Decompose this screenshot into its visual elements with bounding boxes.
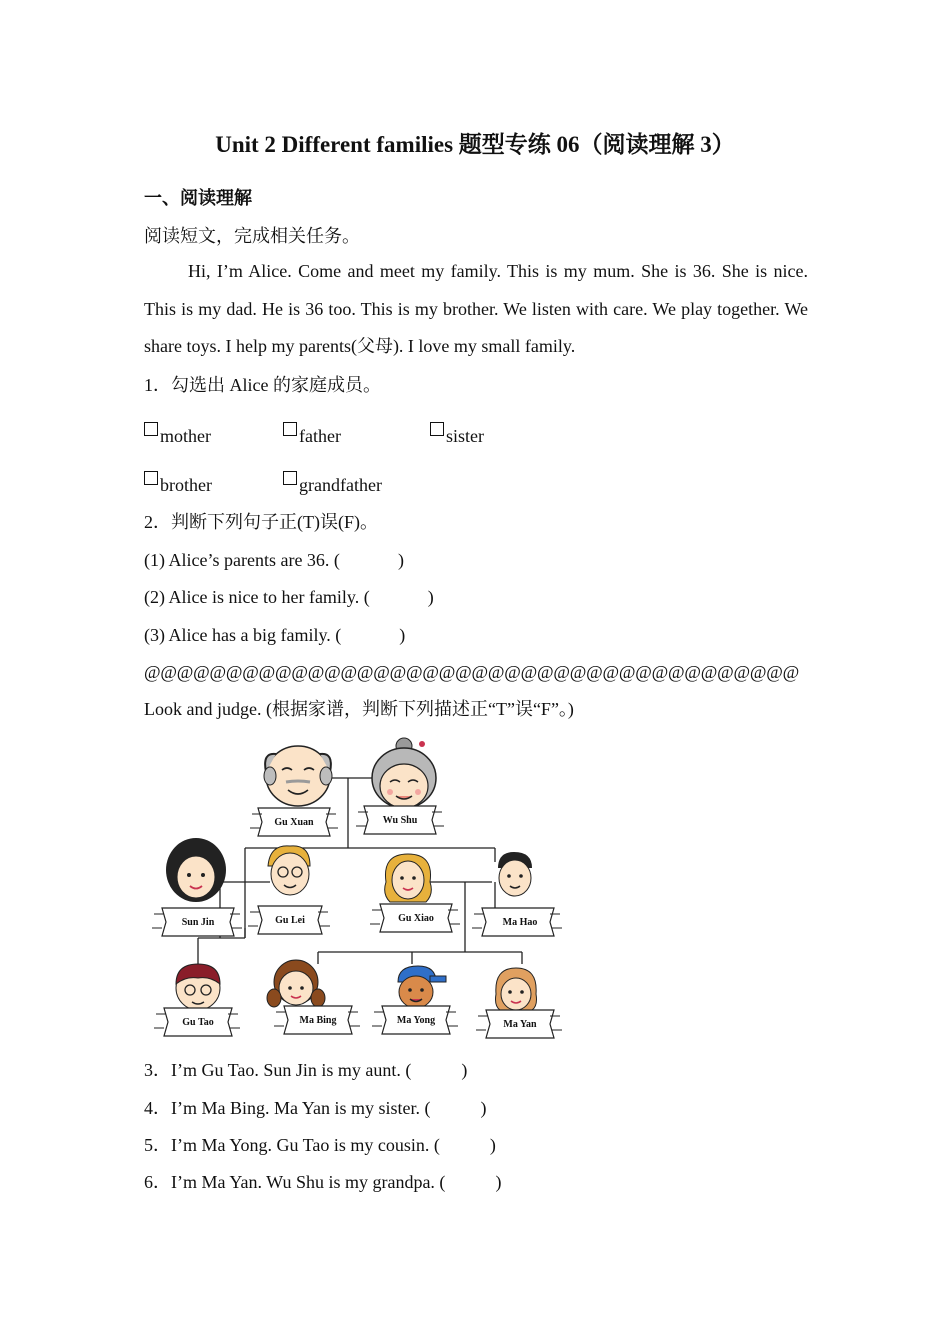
q2-prompt: 2．判断下列句子正(T)误(F)。 — [144, 512, 378, 532]
name-label: Gu Xuan — [274, 817, 314, 828]
checkbox-mother[interactable] — [144, 422, 211, 447]
ma-yong-face-icon — [398, 966, 446, 1008]
question-close: ) — [495, 1172, 502, 1192]
question-close: ) — [461, 1060, 468, 1080]
checkbox-square-icon[interactable] — [283, 471, 297, 485]
checkbox-label: father — [299, 426, 341, 446]
tf-item-1 — [144, 549, 404, 571]
checkbox-label: brother — [160, 475, 212, 495]
tf-item-close: ) — [399, 625, 406, 645]
ma-bing-face-icon — [267, 960, 325, 1007]
checkbox-label: sister — [446, 426, 484, 446]
name-label: Gu Xiao — [398, 913, 434, 924]
question-6 — [144, 1171, 501, 1193]
tf-item-text: (1) Alice’s parents are 36. ( — [144, 550, 340, 570]
tf-item-3 — [144, 624, 405, 646]
question-text: 5．I’m Ma Yong. Gu Tao is my cousin. ( — [144, 1135, 440, 1155]
passage-text: Hi, I’m Alice. Come and meet my family. This is my mum. She is 36. She is nice. This is my dad. He is 36 too. This is my brother. We listen with care. We play together. We share toys. I help my parents(父母). I love my small family. — [144, 261, 808, 356]
sun-jin-face-icon — [166, 838, 226, 902]
name-banner-gu-xiao — [370, 904, 460, 932]
name-label: Wu Shu — [382, 815, 418, 826]
name-banner-ma-yong — [372, 1006, 458, 1034]
question-text: 3．I’m Gu Tao. Sun Jin is my aunt. ( — [144, 1060, 412, 1080]
ma-hao-face-icon — [498, 852, 532, 896]
name-banner-wu-shu — [356, 806, 444, 834]
gu-tao-face-icon — [176, 964, 220, 1010]
checkbox-sister[interactable] — [430, 422, 484, 447]
checkbox-square-icon[interactable] — [144, 471, 158, 485]
section-heading: 一、阅读理解 — [144, 188, 252, 208]
instruction: 阅读短文，完成相关任务。 — [144, 226, 360, 246]
checkbox-grandfather[interactable] — [283, 471, 382, 496]
tf-item-2 — [144, 586, 434, 608]
page-title: Unit 2 Different families 题型专练 06（阅读理解 3） — [215, 132, 735, 157]
question-4 — [144, 1097, 487, 1119]
checkbox-label: mother — [160, 426, 211, 446]
question-5 — [144, 1134, 496, 1156]
ma-yan-face-icon — [496, 968, 537, 1010]
name-banner-gu-xuan — [250, 808, 338, 836]
checkbox-square-icon[interactable] — [144, 422, 158, 436]
gu-xiao-face-icon — [385, 854, 432, 902]
grandma-face-icon — [372, 738, 436, 808]
q1-prompt: 1．勾选出 Alice 的家庭成员。 — [144, 375, 381, 395]
name-label: Ma Hao — [502, 917, 538, 928]
name-banner-ma-hao — [472, 908, 562, 936]
tf-item-close: ) — [427, 587, 434, 607]
family-tree — [150, 732, 570, 1044]
name-banner-ma-bing — [274, 1006, 360, 1034]
name-label: Gu Lei — [275, 915, 305, 926]
tf-item-close: ) — [397, 550, 404, 570]
grandpa-face-icon — [264, 746, 332, 806]
tree-connectors — [198, 778, 522, 964]
name-label: Ma Yong — [396, 1015, 436, 1026]
part2-instruction: Look and judge. (根据家谱，判断下列描述正“T”误“F”。) — [144, 699, 574, 719]
question-close: ) — [489, 1135, 496, 1155]
question-3 — [144, 1059, 467, 1081]
name-label: Gu Tao — [182, 1017, 214, 1028]
question-text: 6．I’m Ma Yan. Wu Shu is my grandpa. ( — [144, 1172, 446, 1192]
name-banner-gu-lei — [248, 906, 330, 934]
name-banner-ma-yan — [476, 1010, 562, 1038]
name-banner-gu-tao — [154, 1008, 240, 1036]
tf-item-text: (2) Alice is nice to her family. ( — [144, 587, 370, 607]
tf-item-text: (3) Alice has a big family. ( — [144, 625, 342, 645]
checkbox-square-icon[interactable] — [430, 422, 444, 436]
name-label: Ma Yan — [503, 1019, 537, 1030]
checkbox-label: grandfather — [299, 475, 382, 495]
name-label: Ma Bing — [299, 1015, 337, 1026]
question-close: ) — [480, 1098, 487, 1118]
checkbox-square-icon[interactable] — [283, 422, 297, 436]
gu-lei-face-icon — [268, 846, 310, 895]
checkbox-father[interactable] — [283, 422, 341, 447]
name-banner-sun-jin — [152, 908, 242, 936]
name-label: Sun Jin — [181, 917, 215, 928]
separator-line: @@@@@@@@@@@@@@@@@@@@@@@@@@@@@@@@@@@@@@@@ — [144, 662, 800, 682]
reading-passage — [144, 253, 808, 366]
checkbox-brother[interactable] — [144, 471, 212, 496]
question-text: 4．I’m Ma Bing. Ma Yan is my sister. ( — [144, 1098, 431, 1118]
